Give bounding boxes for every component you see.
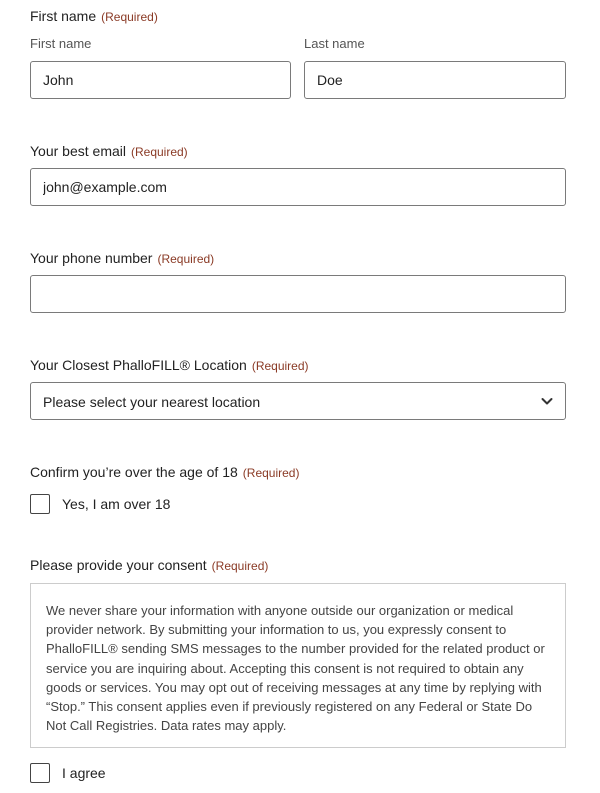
required-tag: (Required) — [242, 466, 300, 480]
location-label-text: Your Closest PhalloFILL® Location — [30, 357, 247, 373]
name-label-text: First name — [30, 8, 97, 24]
age-checkbox[interactable] — [30, 494, 50, 514]
consent-label-text: Please provide your consent — [30, 557, 207, 573]
location-selected-value: Please select your nearest location — [43, 394, 261, 410]
required-tag: (Required) — [130, 145, 188, 159]
consent-text: We never share your information with anyone outside our organization or medical provider network. By submitting your information to us, you expressly consent to PhalloFILL® sending SMS messages to the number provided for the related product or service you are inquiring about. Accepting this consent is not required to obtain any goods or services. You may opt out of receiving messages at any time by replying with “Stop.” This consent applies even if previously registered on any Federal or State Do Not Call Registries. Data rates may apply. — [46, 603, 545, 734]
consent-text-box — [30, 583, 566, 748]
consent-section-label — [30, 557, 268, 573]
phone-label-text: Your phone number — [30, 250, 153, 266]
last-name-sublabel: Last name — [304, 36, 365, 51]
location-section-label — [30, 357, 309, 373]
email-label-text: Your best email — [30, 143, 126, 159]
required-tag: (Required) — [157, 252, 215, 266]
chevron-down-icon — [541, 396, 553, 406]
email-section-label — [30, 143, 188, 159]
phone-input[interactable] — [30, 275, 566, 313]
email-input[interactable] — [30, 168, 566, 206]
age-checkbox-label[interactable]: Yes, I am over 18 — [62, 496, 171, 512]
phone-section-label — [30, 250, 214, 266]
consent-checkbox-label[interactable]: I agree — [62, 765, 106, 781]
first-name-sublabel: First name — [30, 36, 92, 51]
last-name-input[interactable] — [304, 61, 566, 99]
location-select[interactable] — [30, 382, 566, 420]
age-section-label — [30, 464, 299, 480]
first-name-input[interactable] — [30, 61, 291, 99]
required-tag: (Required) — [101, 10, 158, 24]
required-tag: (Required) — [251, 359, 309, 373]
required-tag: (Required) — [211, 559, 269, 573]
age-label-text: Confirm you’re over the age of 18 — [30, 464, 238, 480]
consent-checkbox[interactable] — [30, 763, 50, 783]
name-section-label — [30, 8, 158, 24]
